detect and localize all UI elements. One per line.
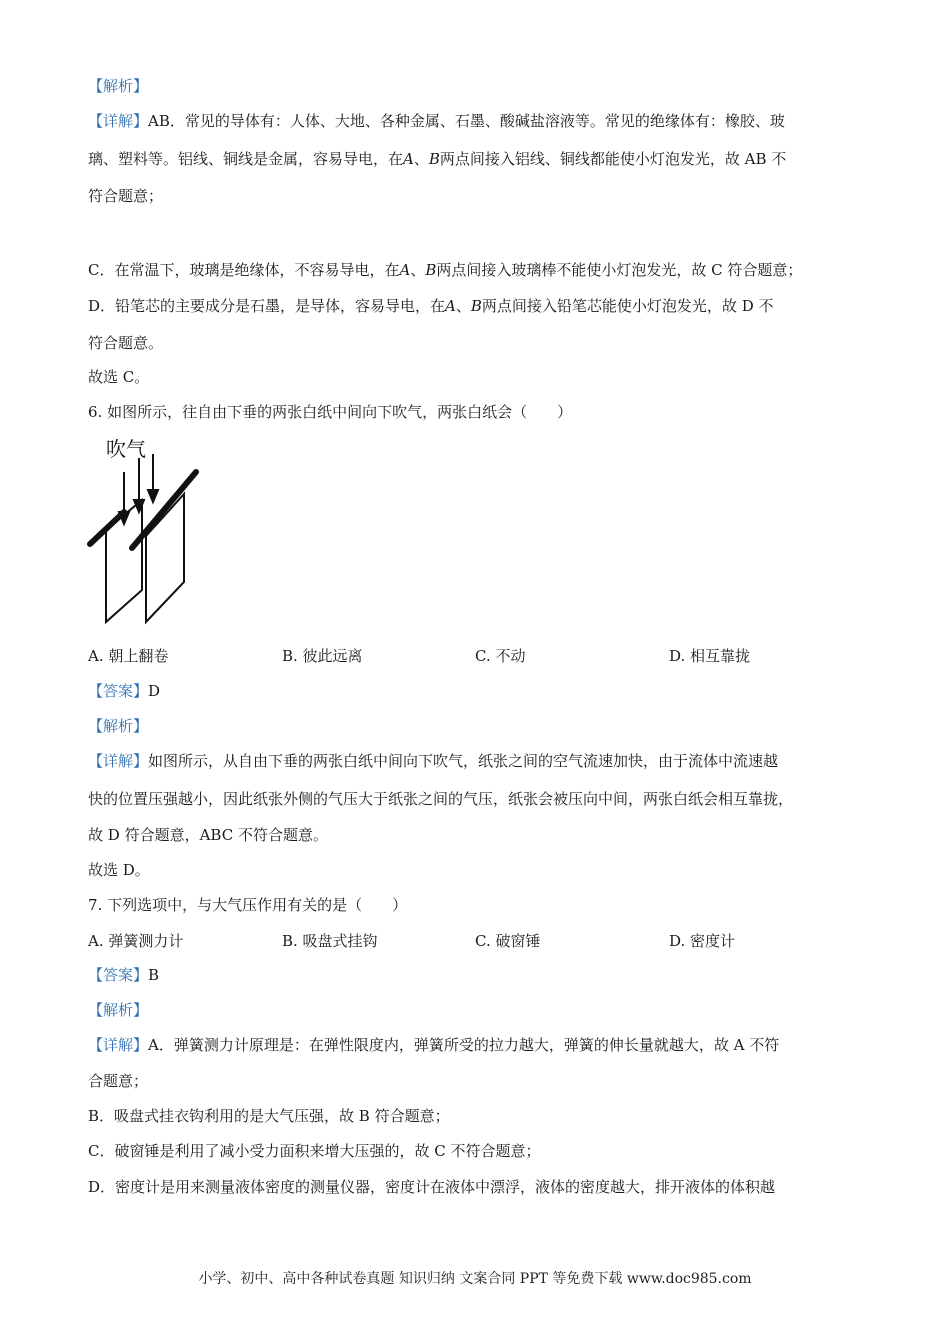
text: 璃、塑料等。铝线、铜线是金属，容易导电，在 <box>88 150 404 168</box>
analysis-tag: 【解析】 <box>88 717 149 735</box>
paper-diagram <box>84 432 214 627</box>
answer-tag: 【答案】 <box>88 966 149 984</box>
analysis-tag: 【解析】 <box>88 77 149 95</box>
detail-line <box>88 149 786 169</box>
text: C．在常温下，玻璃是绝缘体，不容易导电，在 <box>88 261 400 279</box>
detail-tag: 【详解】 <box>88 1036 149 1054</box>
text: 两点间接入铝线、铜线都能使小灯泡发光，故 AB 不 <box>439 150 787 168</box>
detail-line: C．破窗锤是利用了减小受力面积来增大压强的，故 C 不符合题意； <box>88 1142 541 1160</box>
detail-tag: 【详解】 <box>88 112 149 130</box>
q7-option-c: C. 破窗锤 <box>475 932 541 950</box>
point-b: B <box>428 150 440 168</box>
answer-tag: 【答案】 <box>88 682 149 700</box>
q6-option-a: A. 朝上翻卷 <box>88 647 169 665</box>
separator: 、 <box>455 297 471 315</box>
detail-line <box>88 260 802 280</box>
page-footer: 小学、初中、高中各种试卷真题 知识归纳 文案合同 PPT 等免费下载 www.doc985.com <box>198 1271 752 1287</box>
q6-options <box>88 646 868 666</box>
point-a: A <box>403 150 414 168</box>
question-7: 7. 下列选项中，与大气压作用有关的是（ ） <box>88 896 408 914</box>
q7-answer <box>88 965 159 985</box>
analysis-tag: 【解析】 <box>88 1001 149 1019</box>
detail-tag: 【详解】 <box>88 752 149 770</box>
point-b: B <box>470 297 482 315</box>
q7-option-d: D. 密度计 <box>669 932 736 950</box>
point-a: A <box>399 261 411 279</box>
q7-option-a: A. 弹簧测力计 <box>88 932 184 950</box>
text: D．铅笔芯的主要成分是石墨，是导体，容易导电，在 <box>88 297 446 315</box>
detail-line <box>88 296 774 316</box>
q7-options <box>88 931 868 951</box>
text: 两点间接入铅笔芯能使小灯泡发光，故 D 不 <box>481 297 774 315</box>
question-6: 6. 如图所示，往自由下垂的两张白纸中间向下吹气，两张白纸会（ ） <box>88 403 573 421</box>
detail-line <box>88 111 785 131</box>
text: 两点间接入玻璃棒不能使小灯泡发光，故 C 符合题意； <box>436 261 803 279</box>
q6-option-d: D. 相互靠拢 <box>669 647 751 665</box>
detail-line <box>88 1035 779 1055</box>
detail-line: 符合题意； <box>88 187 164 205</box>
answer-value: D <box>148 682 161 700</box>
separator: 、 <box>413 150 429 168</box>
detail-text: AB．常见的导体有：人体、大地、各种金属、石墨、酸碱盐溶液等。常见的绝缘体有：橡胶、玻 <box>148 112 785 130</box>
q7-option-b: B. 吸盘式挂钩 <box>282 932 378 950</box>
detail-text: 如图所示，从自由下垂的两张白纸中间向下吹气，纸张之间的空气流速加快，由于流体中流速越 <box>148 752 779 770</box>
detail-text: A．弹簧测力计原理是：在弹性限度内，弹簧所受的拉力越大，弹簧的伸长量就越大，故 A 不符 <box>148 1036 780 1054</box>
paper-blowing-figure <box>84 432 214 631</box>
answer-value: B <box>148 966 160 984</box>
figure-label: 吹气 <box>106 437 146 461</box>
detail-line: 合题意； <box>88 1072 149 1090</box>
point-b: B <box>425 261 437 279</box>
detail-line: 符合题意。 <box>88 334 164 352</box>
detail-line: D．密度计是用来测量液体密度的测量仪器，密度计在液体中漂浮，液体的密度越大，排开液体的体积越 <box>88 1178 776 1196</box>
q6-option-b: B. 彼此远离 <box>282 647 363 665</box>
separator: 、 <box>410 261 426 279</box>
q6-option-c: C. 不动 <box>475 647 526 665</box>
q6-answer <box>88 681 160 701</box>
detail-line: B．吸盘式挂衣钩利用的是大气压强，故 B 符合题意； <box>88 1107 450 1125</box>
point-a: A <box>445 297 456 315</box>
detail-line <box>88 751 778 771</box>
conclusion: 故选 C。 <box>88 368 150 386</box>
detail-line: 故 D 符合题意，ABC 不符合题意。 <box>88 826 328 844</box>
conclusion: 故选 D。 <box>88 861 150 879</box>
detail-line: 快的位置压强越小，因此纸张外侧的气压大于纸张之间的气压，纸张会被压向中间，两张白纸会相互靠拢， <box>88 790 794 808</box>
